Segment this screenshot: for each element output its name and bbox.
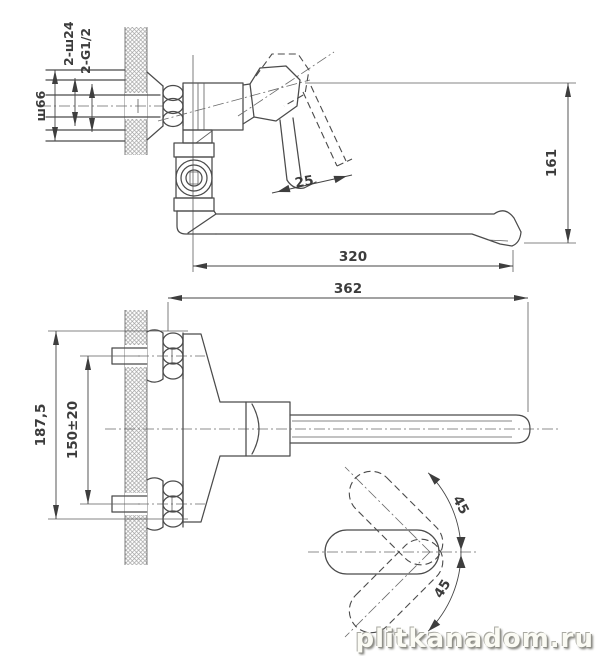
watermark-text: plitkanadom.ru [355, 624, 594, 654]
dim-label-total-length: 362 [333, 281, 363, 297]
front-view [33, 310, 558, 565]
wall-section-front [112, 310, 147, 565]
body-height-dimension [33, 331, 188, 519]
side-view [33, 21, 576, 272]
inlet-nut [147, 72, 183, 140]
front-inlet-nuts [147, 330, 183, 530]
dim-label-flange-width: ш66 [33, 90, 48, 122]
eccentric-couplings [46, 70, 125, 141]
lever-angle-dimension [272, 173, 352, 193]
dim-label-thread: 2-G1/2 [78, 27, 93, 74]
spout-side [177, 211, 521, 246]
wall-section-top [40, 27, 164, 155]
front-center-lines [105, 348, 558, 512]
dim-label-lever-angle: 25 [293, 172, 315, 192]
mixer-body-front [183, 334, 290, 522]
dim-label-body-height: 187,5 [33, 403, 49, 447]
lever-handle-solid [243, 66, 316, 188]
handle-swing-view [308, 462, 478, 642]
total-length-dimension [168, 281, 528, 412]
inlet-dimensions [33, 21, 93, 141]
dim-label-swing-down: 45 [430, 576, 455, 602]
dim-label-spout-reach: 320 [338, 249, 368, 265]
lever-handle-raised-dashed [256, 54, 352, 166]
dim-label-swing-up: 45 [449, 493, 473, 518]
dim-label-hex-nuts: 2-ш24 [61, 21, 76, 66]
diverter-valve [174, 130, 214, 211]
dim-label-height: 161 [544, 148, 560, 178]
height-dimension [305, 83, 576, 243]
dim-label-inlet-spacing: 150±20 [65, 400, 81, 460]
spout-reach-dimension [193, 249, 513, 272]
